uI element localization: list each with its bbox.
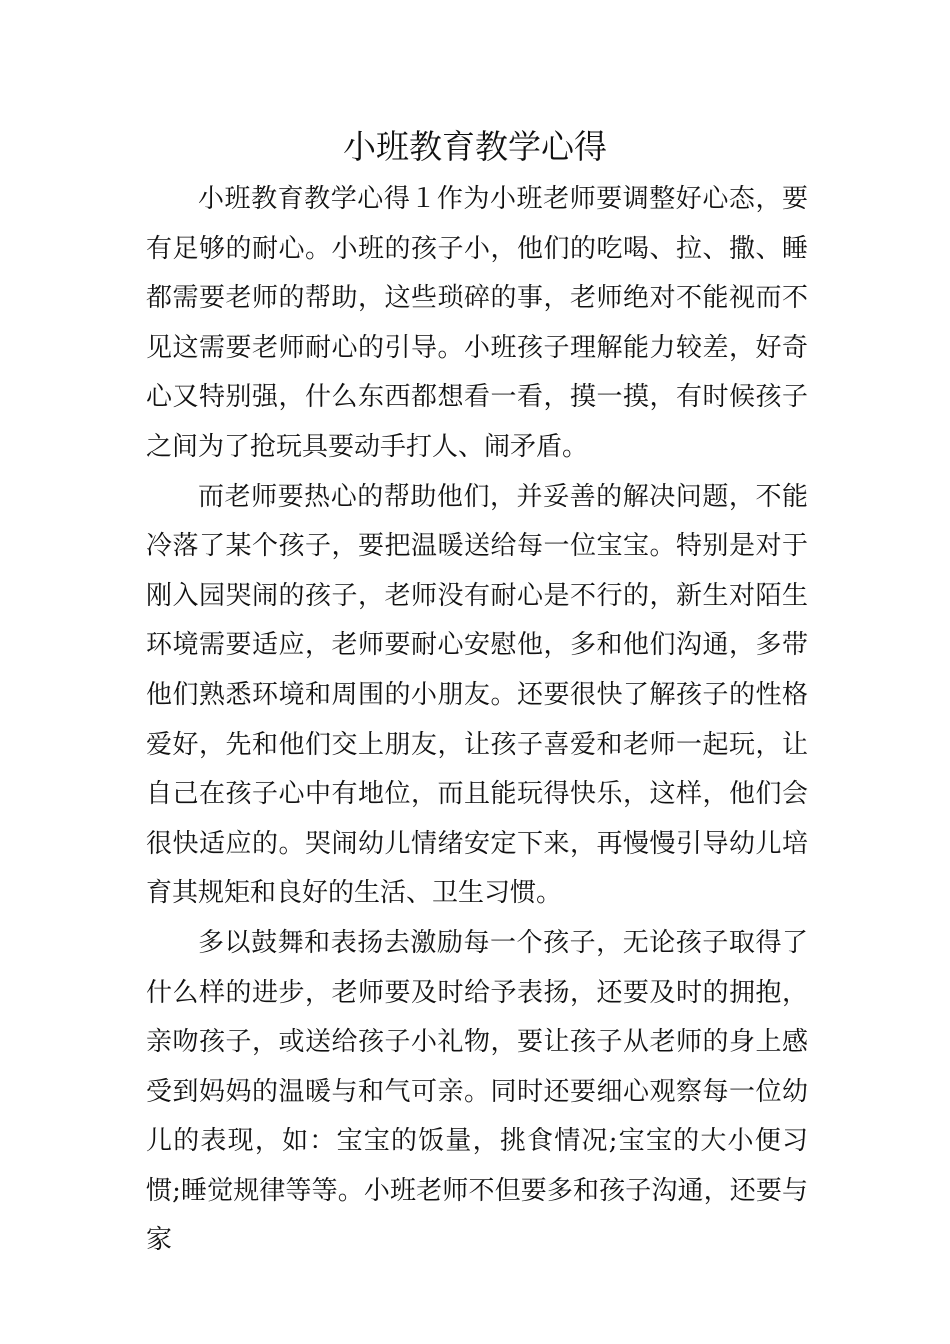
paragraph-2: 而老师要热心的帮助他们，并妥善的解决问题，不能冷落了某个孩子，要把温暖送给每一位宝宝。特别是对于刚入园哭闹的孩子，老师没有耐心是不行的，新生对陌生环境需要适应，老师要耐心安慰他，多和他们沟通，多带他们熟悉环境和周围的小朋友。还要很快了解孩子的性格爱好，先和他们交上朋友，让孩子喜爱和老师一起玩，让自己在孩子心中有地位，而且能玩得快乐，这样，他们会很快适应的。哭闹幼儿情绪安定下来，再慢慢引导幼儿培育其规矩和良好的生活、卫生习惯。 <box>146 481 808 909</box>
document-title: 小班教育教学心得 <box>343 127 607 166</box>
document-body <box>146 175 808 1266</box>
paragraph-1: 小班教育教学心得１作为小班老师要调整好心态，要有足够的耐心。小班的孩子小，他们的吃喝、拉、撒、睡都需要老师的帮助，这些琐碎的事，老师绝对不能视而不见这需要老师耐心的引导。小班孩子理解能力较差，好奇心又特别强，什么东西都想看一看，摸一摸，有时候孩子之间为了抢玩具要动手打人、闹矛盾。 <box>146 184 808 462</box>
paragraph-3: 多以鼓舞和表扬去激励每一个孩子，无论孩子取得了什么样的进步，老师要及时给予表扬，还要及时的拥抱，亲吻孩子，或送给孩子小礼物，要让孩子从老师的身上感受到妈妈的温暖与和气可亲。同时还要细心观察每一位幼儿的表现，如：宝宝的饭量，挑食情况;宝宝的大小便习惯;睡觉规律等等。小班老师不但要多和孩子沟通，还要与家 <box>146 927 808 1256</box>
